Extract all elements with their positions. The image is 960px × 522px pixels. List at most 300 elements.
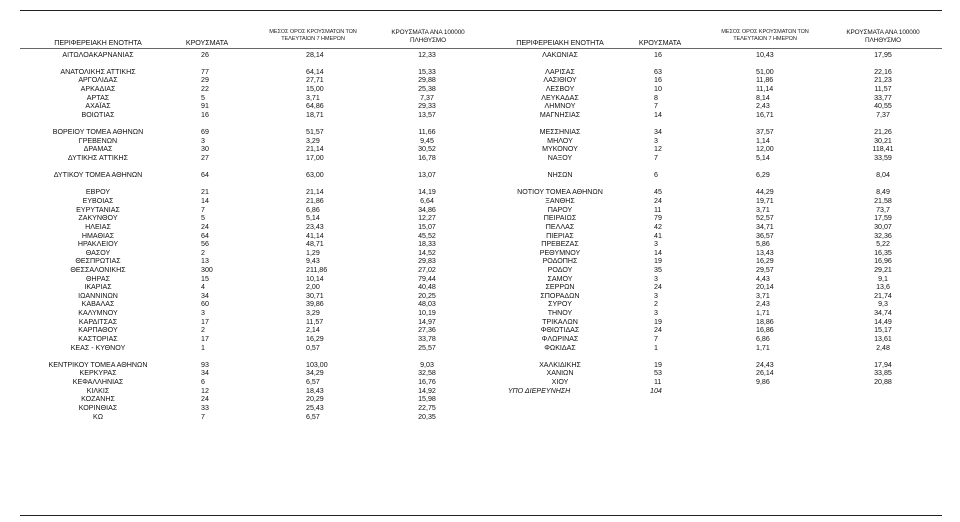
cases-cell: 79 — [654, 214, 662, 223]
avg-cell: 6,57 — [306, 378, 320, 387]
per100k-cell: 32,36 — [874, 231, 892, 240]
avg-cell: 52,57 — [756, 214, 774, 223]
avg-cell: 8,14 — [756, 93, 770, 102]
table-row — [0, 249, 960, 258]
region-cell: ΧΙΟΥ — [551, 378, 569, 387]
avg-cell: 6,29 — [756, 171, 770, 180]
per100k-cell: 13,61 — [874, 334, 892, 343]
cases-cell: 7 — [654, 334, 658, 343]
region-cell: ΦΛΩΡΙΝΑΣ — [541, 334, 579, 343]
per100k-cell: 15,98 — [418, 395, 436, 404]
cases-cell: 3 — [654, 240, 658, 249]
region-cell: ΠΕΙΡΑΙΩΣ — [543, 214, 577, 223]
cases-cell: 24 — [654, 197, 662, 206]
avg-cell: 1,29 — [306, 248, 320, 257]
table-row — [0, 51, 960, 60]
table-row — [0, 145, 960, 154]
region-cell: ΜΑΓΝΗΣΙΑΣ — [539, 110, 581, 119]
cases-cell: 16 — [654, 50, 662, 59]
per100k-cell: 48,03 — [418, 300, 436, 309]
per100k-cell: 15,33 — [418, 67, 436, 76]
region-cell: ΔΥΤΙΚΟΥ ΤΟΜΕΑ ΑΘΗΝΩΝ — [53, 171, 143, 180]
cases-cell: 7 — [654, 102, 658, 111]
avg-cell: 3,71 — [756, 205, 770, 214]
avg-cell: 11,86 — [756, 76, 774, 85]
per100k-cell: 17,95 — [874, 50, 892, 59]
avg-cell: 48,71 — [306, 240, 324, 249]
avg-cell: 5,14 — [756, 153, 770, 162]
avg-cell: 3,71 — [306, 93, 320, 102]
cases-cell: 60 — [201, 300, 209, 309]
table-row — [0, 59, 960, 68]
avg-cell: 28,14 — [306, 50, 324, 59]
table-row — [0, 266, 960, 275]
cases-cell: 8 — [654, 93, 658, 102]
avg-cell: 64,86 — [306, 102, 324, 111]
region-cell: ΘΕΣΣΑΛΟΝΙΚΗΣ — [70, 266, 126, 274]
avg-cell: 6,57 — [306, 412, 320, 421]
cases-cell: 2 — [201, 248, 205, 257]
header-avg-left: ΜΕΣΟΣ ΟΡΟΣ ΚΡΟΥΣΜΑΤΩΝ ΤΩΝ ΤΕΛΕΥΤΑΙΩΝ 7 ΗΜΕΡΩΝ — [269, 29, 357, 42]
region-cell: ΧΑΝΙΩΝ — [546, 369, 574, 378]
avg-cell: 5,86 — [756, 240, 770, 249]
cases-cell: 300 — [201, 266, 213, 274]
cases-cell: 19 — [654, 360, 662, 369]
avg-cell: 16,29 — [306, 334, 324, 343]
avg-cell: 21,14 — [306, 188, 324, 197]
table-row — [0, 395, 960, 404]
per100k-cell: 29,33 — [418, 102, 436, 111]
region-cell: ΑΝΑΤΟΛΙΚΗΣ ΑΤΤΙΚΗΣ — [60, 67, 136, 76]
region-cell: ΑΡΓΟΛΙΔΑΣ — [78, 76, 118, 85]
avg-cell: 4,43 — [756, 274, 770, 283]
table-row — [0, 378, 960, 387]
region-cell: ΑΧΑΪΑΣ — [85, 102, 111, 111]
cases-cell: 14 — [654, 248, 662, 257]
table-row — [0, 102, 960, 111]
region-cell: ΝΟΤΙΟΥ ΤΟΜΕΑ ΑΘΗΝΩΝ — [517, 188, 603, 197]
per100k-cell: 25,57 — [418, 343, 436, 352]
region-cell: ΝΗΣΩΝ — [547, 171, 573, 180]
avg-cell: 1,71 — [756, 343, 770, 352]
region-cell: ΑΙΤΩΛΟΑΚΑΡΝΑΝΙΑΣ — [62, 50, 134, 59]
avg-cell: 11,57 — [306, 317, 324, 326]
avg-cell: 2,00 — [306, 283, 320, 292]
region-cell: ΚΟΖΑΝΗΣ — [81, 395, 115, 404]
per100k-cell: 13,07 — [418, 171, 436, 180]
table-row — [0, 128, 960, 137]
per100k-cell: 13,57 — [418, 110, 436, 119]
avg-cell: 29,57 — [756, 266, 774, 274]
per100k-cell: 34,86 — [418, 205, 436, 214]
per100k-cell: 9,1 — [878, 274, 888, 283]
table-row — [0, 413, 960, 422]
region-cell: ΠΡΕΒΕΖΑΣ — [541, 240, 579, 249]
region-cell: ΑΡΚΑΔΙΑΣ — [80, 84, 116, 93]
table-row — [0, 119, 960, 128]
avg-cell: 0,57 — [306, 343, 320, 352]
cases-cell: 24 — [654, 283, 662, 292]
region-cell: ΒΟΡΕΙΟΥ ΤΟΜΕΑ ΑΘΗΝΩΝ — [52, 128, 144, 137]
avg-cell: 24,43 — [756, 360, 774, 369]
table-row — [0, 257, 960, 266]
per100k-cell: 16,78 — [418, 153, 436, 162]
avg-cell: 2,43 — [756, 102, 770, 111]
region-cell: ΙΚΑΡΙΑΣ — [84, 283, 112, 292]
per100k-cell: 29,88 — [418, 76, 436, 85]
region-cell: ΖΑΚΥΝΘΟΥ — [78, 214, 118, 223]
cases-cell: 24 — [654, 326, 662, 335]
header-region-left: ΠΕΡΙΦΕΡΕΙΑΚΗ ΕΝΟΤΗΤΑ — [54, 38, 142, 47]
avg-cell: 13,43 — [756, 248, 774, 257]
per100k-cell: 30,52 — [418, 145, 436, 154]
avg-cell: 17,00 — [306, 153, 324, 162]
cases-cell: 1 — [654, 343, 658, 352]
avg-cell: 16,71 — [756, 110, 774, 119]
avg-cell: 1,71 — [756, 309, 770, 318]
per100k-cell: 14,97 — [418, 317, 436, 326]
region-cell: ΣΠΟΡΑΔΩΝ — [540, 291, 580, 300]
cases-cell: 45 — [654, 188, 662, 197]
region-cell: ΜΕΣΣΗΝΙΑΣ — [539, 128, 581, 137]
region-cell: ΘΗΡΑΣ — [86, 274, 110, 283]
per100k-cell: 17,59 — [874, 214, 892, 223]
cases-cell: 93 — [201, 360, 209, 369]
region-cell: ΛΕΥΚΑΔΑΣ — [541, 93, 579, 102]
per100k-cell: 17,94 — [874, 360, 892, 369]
region-cell: ΡΟΔΟΠΗΣ — [542, 257, 578, 266]
table-row — [0, 361, 960, 370]
per100k-cell: 20,25 — [418, 291, 436, 300]
per100k-cell: 20,88 — [874, 378, 892, 387]
per100k-cell: 5,22 — [876, 240, 890, 249]
cases-cell: 21 — [201, 188, 209, 197]
cases-cell: 7 — [201, 412, 205, 421]
cases-cell: 10 — [654, 84, 662, 93]
region-cell: ΣΥΡΟΥ — [548, 300, 572, 309]
cases-cell: 16 — [654, 76, 662, 85]
avg-cell: 44,29 — [756, 188, 774, 197]
table-row — [0, 206, 960, 215]
region-cell: ΚΕΝΤΡΙΚΟΥ ΤΟΜΕΑ ΑΘΗΝΩΝ — [48, 360, 148, 369]
cases-cell: 33 — [201, 403, 209, 412]
region-cell: ΚΕΑΣ - ΚΥΘΝΟΥ — [70, 343, 126, 352]
cases-cell: 14 — [201, 197, 209, 206]
avg-cell: 10,43 — [756, 50, 774, 59]
header-per100k-left: ΚΡΟΥΣΜΑΤΑ ΑΝΑ 100000 ΠΛΗΘΥΣΜΟ — [391, 29, 465, 44]
region-cell: ΒΟΙΩΤΙΑΣ — [81, 110, 115, 119]
region-cell: ΠΙΕΡΙΑΣ — [546, 231, 574, 240]
per100k-cell: 33,59 — [874, 153, 892, 162]
avg-cell: 9,43 — [306, 257, 320, 266]
region-cell: ΧΑΛΚΙΔΙΚΗΣ — [539, 360, 581, 369]
cases-cell: 77 — [201, 67, 209, 76]
bottom-rule — [20, 515, 942, 516]
per100k-cell: 13,6 — [876, 283, 890, 292]
per100k-cell: 21,74 — [874, 291, 892, 300]
region-cell: ΤΡΙΚΑΛΩΝ — [542, 317, 578, 326]
table-row — [0, 300, 960, 309]
region-cell: ΡΟΔΟΥ — [547, 266, 573, 274]
per100k-cell: 40,55 — [874, 102, 892, 111]
per100k-cell: 14,49 — [874, 317, 892, 326]
header-per100k-right: ΚΡΟΥΣΜΑΤΑ ΑΝΑ 100000 ΠΛΗΘΥΣΜΟ — [846, 29, 920, 44]
table-row — [0, 283, 960, 292]
avg-cell: 30,71 — [306, 291, 324, 300]
cases-cell: 12 — [654, 145, 662, 154]
cases-cell: 3 — [654, 274, 658, 283]
region-cell: ΔΡΑΜΑΣ — [83, 145, 113, 154]
table-row — [0, 318, 960, 327]
per100k-cell: 22,75 — [418, 403, 436, 412]
header-cases-left: ΚΡΟΥΣΜΑΤΑ — [185, 38, 229, 47]
per100k-cell: 79,44 — [418, 274, 436, 283]
per100k-cell: 8,04 — [876, 171, 890, 180]
avg-cell: 6,86 — [306, 205, 320, 214]
table-row — [0, 180, 960, 189]
avg-cell: 3,71 — [756, 291, 770, 300]
cases-cell: 34 — [201, 369, 209, 378]
table-row — [0, 223, 960, 232]
per100k-cell: 30,07 — [874, 222, 892, 231]
avg-cell: 34,71 — [756, 222, 774, 231]
cases-cell: 2 — [654, 300, 658, 309]
avg-cell: 2,43 — [756, 300, 770, 309]
region-cell: ΤΗΝΟΥ — [547, 309, 573, 318]
per100k-cell: 73,7 — [876, 205, 890, 214]
region-cell: ΛΑΣΙΘΙΟΥ — [543, 76, 577, 85]
region-cell: ΦΩΚΙΔΑΣ — [544, 343, 576, 352]
avg-cell: 3,29 — [306, 309, 320, 318]
per100k-cell: 21,23 — [874, 76, 892, 85]
cases-cell: 15 — [201, 274, 209, 283]
table-row — [0, 326, 960, 335]
region-cell: ΚΟΡΙΝΘΙΑΣ — [78, 403, 118, 412]
region-cell: ΑΡΤΑΣ — [86, 93, 110, 102]
cases-cell: 34 — [654, 128, 662, 137]
region-cell: ΗΜΑΘΙΑΣ — [81, 231, 115, 240]
cases-cell: 11 — [654, 378, 662, 387]
avg-cell: 41,14 — [306, 231, 324, 240]
per100k-cell: 32,58 — [418, 369, 436, 378]
table-row — [0, 163, 960, 172]
region-cell: ΛΑΡΙΣΑΣ — [545, 67, 575, 76]
avg-cell: 26,14 — [756, 369, 774, 378]
region-cell: ΚΑΛΥΜΝΟΥ — [78, 309, 118, 318]
region-cell: ΚΕΦΑΛΛΗΝΙΑΣ — [72, 378, 124, 387]
table-row — [0, 275, 960, 284]
cases-cell: 17 — [201, 334, 209, 343]
avg-cell: 51,57 — [306, 128, 324, 137]
per100k-cell: 29,21 — [874, 266, 892, 274]
avg-cell: 20,14 — [756, 283, 774, 292]
region-cell: ΕΒΡΟΥ — [85, 188, 111, 197]
avg-cell: 27,71 — [306, 76, 324, 85]
per100k-cell: 45,52 — [418, 231, 436, 240]
per100k-cell: 21,58 — [874, 197, 892, 206]
cases-cell: 12 — [201, 386, 209, 395]
cases-cell: 16 — [201, 110, 209, 119]
avg-cell: 18,43 — [306, 386, 324, 395]
region-cell: ΜΥΚΟΝΟΥ — [542, 145, 578, 154]
avg-cell: 10,14 — [306, 274, 324, 283]
cases-cell: 1 — [201, 343, 205, 352]
table-row — [0, 240, 960, 249]
region-cell: ΚΑΣΤΟΡΙΑΣ — [78, 334, 118, 343]
avg-cell: 20,29 — [306, 395, 324, 404]
per100k-cell: 22,16 — [874, 67, 892, 76]
avg-cell: 16,86 — [756, 326, 774, 335]
avg-cell: 36,57 — [756, 231, 774, 240]
per100k-cell: 14,92 — [418, 386, 436, 395]
region-cell: ΦΘΙΩΤΙΔΑΣ — [540, 326, 580, 335]
cases-cell: 24 — [201, 395, 209, 404]
table-row — [0, 232, 960, 241]
per100k-cell: 33,77 — [874, 93, 892, 102]
region-cell: ΛΑΚΩΝΙΑΣ — [542, 50, 578, 59]
cases-cell: 35 — [654, 266, 662, 274]
avg-cell: 103,00 — [306, 360, 328, 369]
table-row — [0, 137, 960, 146]
cases-cell: 42 — [654, 222, 662, 231]
region-cell: ΚΩ — [92, 412, 104, 421]
cases-cell: 17 — [201, 317, 209, 326]
avg-cell: 5,14 — [306, 214, 320, 223]
avg-cell: 19,71 — [756, 197, 774, 206]
cases-cell: 104 — [650, 386, 662, 395]
table-row — [0, 197, 960, 206]
table-row — [0, 214, 960, 223]
avg-cell: 34,29 — [306, 369, 324, 378]
cases-cell: 53 — [654, 369, 662, 378]
table-row — [0, 68, 960, 77]
region-cell: ΚΕΡΚΥΡΑΣ — [79, 369, 117, 378]
cases-cell: 22 — [201, 84, 209, 93]
region-cell: ΗΛΕΙΑΣ — [85, 222, 111, 231]
region-cell: ΛΗΜΝΟΥ — [544, 102, 576, 111]
region-cell: ΣΑΜΟΥ — [547, 274, 573, 283]
per100k-cell: 9,45 — [420, 136, 434, 145]
cases-cell: 27 — [201, 153, 209, 162]
per100k-cell: 25,38 — [418, 84, 436, 93]
region-cell: ΝΑΞΟΥ — [547, 153, 573, 162]
per100k-cell: 27,36 — [418, 326, 436, 335]
table-row — [0, 94, 960, 103]
avg-cell: 64,14 — [306, 67, 324, 76]
per100k-cell: 33,78 — [418, 334, 436, 343]
per100k-cell: 118,41 — [872, 145, 894, 154]
region-cell: ΚΑΒΑΛΑΣ — [81, 300, 115, 309]
avg-cell: 3,29 — [306, 136, 320, 145]
table-row — [0, 76, 960, 85]
region-cell: ΠΑΡΟΥ — [547, 205, 573, 214]
cases-cell: 3 — [654, 291, 658, 300]
table-row — [0, 85, 960, 94]
per100k-cell: 29,83 — [418, 257, 436, 266]
per100k-cell: 14,19 — [418, 188, 436, 197]
cases-cell: 13 — [201, 257, 209, 266]
per100k-cell: 2,48 — [876, 343, 890, 352]
per100k-cell: 7,37 — [420, 93, 434, 102]
cases-cell: 29 — [201, 76, 209, 85]
per100k-cell: 30,21 — [874, 136, 892, 145]
per100k-cell: 20,35 — [418, 412, 436, 421]
avg-cell: 51,00 — [756, 67, 774, 76]
region-cell: ΔΥΤΙΚΗΣ ΑΤΤΙΚΗΣ — [67, 153, 129, 162]
per100k-cell: 21,26 — [874, 128, 892, 137]
region-cell: ΚΑΡΠΑΘΟΥ — [78, 326, 118, 335]
per100k-cell: 11,66 — [418, 128, 436, 137]
cases-cell: 3 — [201, 136, 205, 145]
header-avg-right: ΜΕΣΟΣ ΟΡΟΣ ΚΡΟΥΣΜΑΤΩΝ ΤΩΝ ΤΕΛΕΥΤΑΙΩΝ 7 ΗΜΕΡΩΝ — [721, 29, 809, 42]
per100k-cell: 16,35 — [874, 248, 892, 257]
avg-cell: 63,00 — [306, 171, 324, 180]
cases-cell: 69 — [201, 128, 209, 137]
cases-cell: 56 — [201, 240, 209, 249]
region-cell: ΕΥΡΥΤΑΝΙΑΣ — [76, 205, 120, 214]
avg-cell: 37,57 — [756, 128, 774, 137]
cases-cell: 11 — [654, 205, 662, 214]
table-row — [0, 309, 960, 318]
cases-cell: 24 — [201, 222, 209, 231]
region-cell: ΞΑΝΘΗΣ — [545, 197, 575, 206]
cases-cell: 19 — [654, 317, 662, 326]
avg-cell: 25,43 — [306, 403, 324, 412]
cases-cell: 5 — [201, 93, 205, 102]
cases-cell: 30 — [201, 145, 209, 154]
table-row — [0, 387, 960, 396]
cases-cell: 7 — [654, 153, 658, 162]
region-cell: ΓΡΕΒΕΝΩΝ — [78, 136, 118, 145]
header-rule — [20, 48, 942, 49]
region-cell: ΘΑΣΟΥ — [85, 248, 111, 257]
avg-cell: 23,43 — [306, 222, 324, 231]
per100k-cell: 9,03 — [420, 360, 434, 369]
table-row — [0, 344, 960, 353]
region-cell: ΗΡΑΚΛΕΙΟΥ — [77, 240, 119, 249]
cases-cell: 14 — [654, 110, 662, 119]
table-row — [0, 292, 960, 301]
avg-cell: 18,71 — [306, 110, 324, 119]
per100k-cell: 10,19 — [418, 309, 436, 318]
top-rule — [20, 10, 942, 11]
cases-cell: 2 — [201, 326, 205, 335]
cases-cell: 6 — [654, 171, 658, 180]
region-cell: ΣΕΡΡΩΝ — [545, 283, 575, 292]
avg-cell: 9,86 — [756, 378, 770, 387]
table-row — [0, 111, 960, 120]
avg-cell: 16,29 — [756, 257, 774, 266]
region-cell: ΘΕΣΠΡΩΤΙΑΣ — [75, 257, 121, 266]
cases-cell: 19 — [654, 257, 662, 266]
cases-cell: 3 — [201, 309, 205, 318]
region-cell: ΚΑΡΔΙΤΣΑΣ — [78, 317, 118, 326]
table-row — [0, 352, 960, 361]
avg-cell: 15,00 — [306, 84, 324, 93]
region-cell: ΚΙΛΚΙΣ — [86, 386, 110, 395]
avg-cell: 21,86 — [306, 197, 324, 206]
per100k-cell: 34,74 — [874, 309, 892, 318]
table-row — [0, 171, 960, 180]
region-cell: ΥΠΟ ΔΙΕΡΕΥΝΗΣΗ — [507, 386, 571, 395]
cases-cell: 4 — [201, 283, 205, 292]
avg-cell: 18,86 — [756, 317, 774, 326]
cases-cell: 63 — [654, 67, 662, 76]
cases-cell: 91 — [201, 102, 209, 111]
avg-cell: 1,14 — [756, 136, 770, 145]
avg-cell: 39,86 — [306, 300, 324, 309]
per100k-cell: 16,76 — [418, 378, 436, 387]
